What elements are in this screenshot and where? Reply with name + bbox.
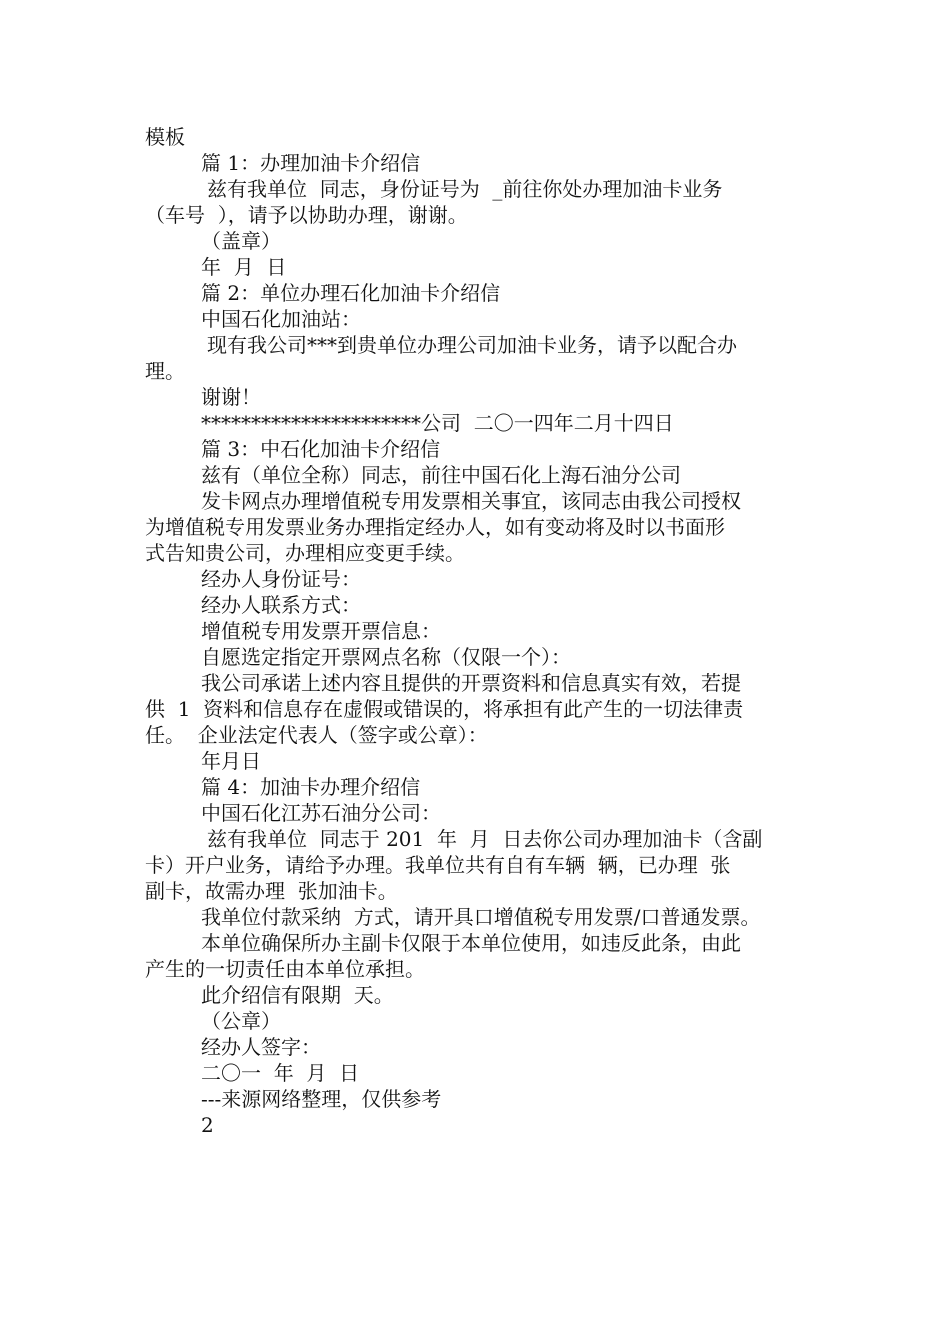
text-line: 为增值税专用发票业务办理指定经办人，如有变动将及时以书面形 (145, 515, 725, 539)
text-line: 兹有我单位 同志，身份证号为 _前往你处办理加油卡业务 (207, 177, 723, 201)
text-line: 供 1 资料和信息存在虚假或错误的，将承担有此产生的一切法律责 (145, 697, 744, 721)
field-label: 增值税专用发票开票信息： (201, 619, 441, 643)
signature-line: **********************公司 二〇一四年二月十四日 (201, 411, 674, 435)
date-line: 年月日 (201, 749, 261, 773)
text-line: 中国石化加油站： (201, 307, 361, 331)
text-line: 现有我公司***到贵单位办理公司加油卡业务，请予以配合办 (207, 333, 737, 357)
text-line: 中国石化江苏石油分公司： (201, 801, 441, 825)
field-label: 经办人联系方式： (201, 593, 361, 617)
text-line: 兹有（单位全称）同志，前往中国石化上海石油分公司 (201, 463, 681, 487)
text-line: 任。 企业法定代表人（签字或公章）： (145, 723, 488, 747)
section-2-title: 篇 2：单位办理石化加油卡介绍信 (201, 281, 501, 305)
text-line: 产生的一切责任由本单位承担。 (145, 957, 425, 981)
text-line: （车号 ），请予以协助办理，谢谢。 (145, 203, 468, 227)
seal-line: （公章） (201, 1009, 281, 1033)
section-4-title: 篇 4：加油卡办理介绍信 (201, 775, 421, 799)
text-line: 本单位确保所办主副卡仅限于本单位使用，如违反此条，由此 (201, 931, 741, 955)
text-line: 我单位付款采纳 方式，请开具口增值税专用发票/口普通发票。 (201, 905, 761, 929)
field-label: 经办人身份证号： (201, 567, 361, 591)
text-line: 兹有我单位 同志于 201 年 月 日去你公司办理加油卡（含副 (207, 827, 763, 851)
text-line: 此介绍信有限期 天。 (201, 983, 394, 1007)
text-line: 副卡，故需办理 张加油卡。 (145, 879, 398, 903)
date-line: 年 月 日 (201, 255, 287, 279)
text-line: 我公司承诺上述内容且提供的开票资料和信息真实有效，若提 (201, 671, 741, 695)
text-line: 式告知贵公司，办理相应变更手续。 (145, 541, 465, 565)
date-line: 二〇一 年 月 日 (201, 1061, 360, 1085)
page-number: 2 (201, 1113, 214, 1137)
source-note: ---来源网络整理，仅供参考 (201, 1087, 442, 1111)
field-label: 自愿选定指定开票网点名称（仅限一个）： (201, 645, 571, 669)
document-heading: 模板 (145, 125, 185, 149)
seal-line: （盖章） (201, 229, 281, 253)
text-line: 卡）开户业务，请给予办理。我单位共有自有车辆 辆，已办理 张 (145, 853, 731, 877)
section-1-title: 篇 1：办理加油卡介绍信 (201, 151, 421, 175)
text-line: 发卡网点办理增值税专用发票相关事宜，该同志由我公司授权 (201, 489, 741, 513)
text-line: 谢谢！ (201, 385, 261, 409)
section-3-title: 篇 3：中石化加油卡介绍信 (201, 437, 441, 461)
text-line: 理。 (145, 359, 185, 383)
signature-label: 经办人签字： (201, 1035, 321, 1059)
